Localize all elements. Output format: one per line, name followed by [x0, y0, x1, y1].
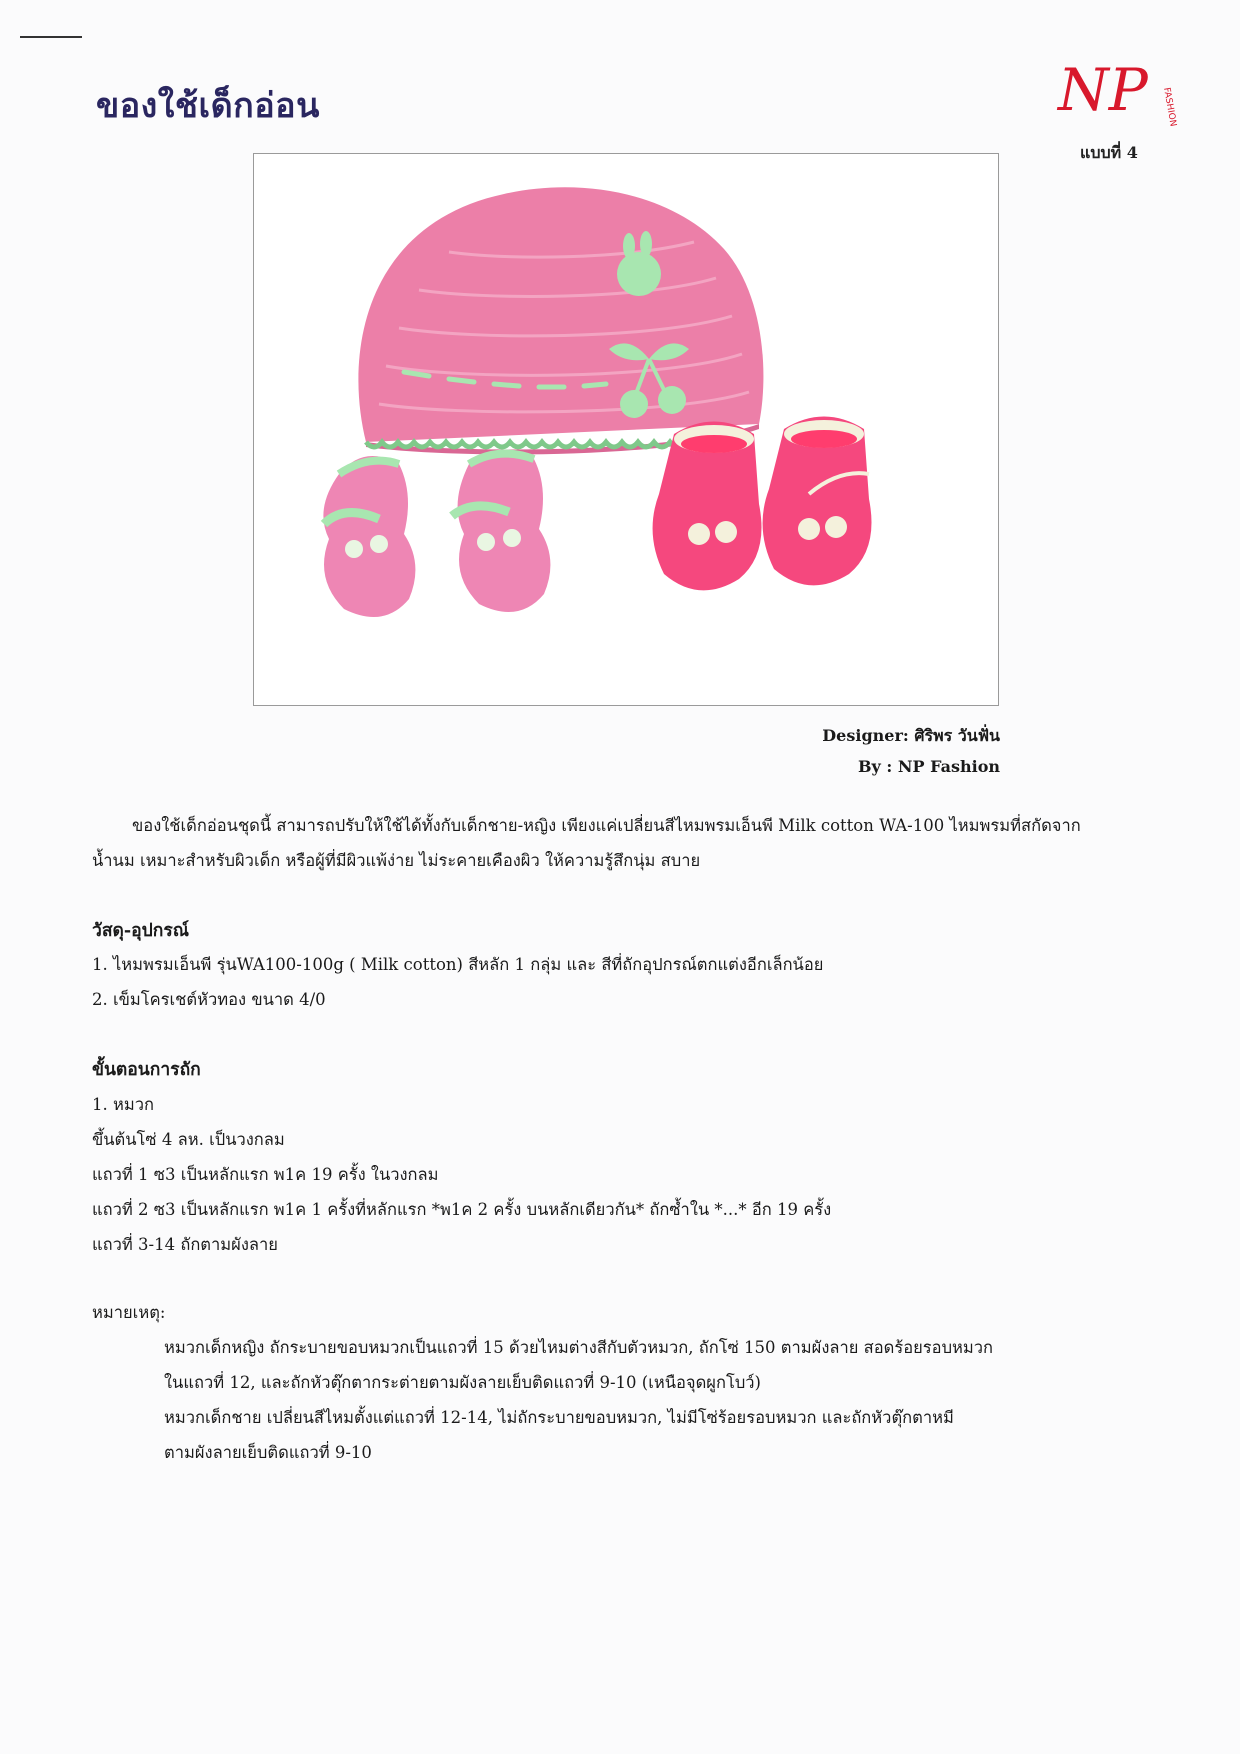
steps-line: แถวที่ 1 ซ3 เป็นหลักแรก พ1ค 19 ครั้ง ในวงกลม — [92, 1165, 439, 1184]
page-title: ของใช้เด็กอ่อน — [96, 86, 320, 126]
steps-line: ขึ้นต้นโซ่ 4 ลห. เป็นวงกลม — [92, 1130, 285, 1149]
notes-line: ตามผังลายเย็บติดแถวที่ 9-10 — [164, 1443, 372, 1462]
notes-heading: หมายเหตุ: — [92, 1303, 166, 1322]
crochet-hat-illustration — [358, 187, 763, 454]
np-fashion-logo — [1052, 48, 1182, 128]
logo-letters: NP — [1058, 56, 1148, 124]
materials-heading: วัสดุ-อุปกรณ์ — [92, 921, 189, 941]
notes-line: หมวกเด็กหญิง ถักระบายขอบหมวกเป็นแถวที่ 15 ด้วยไหมต่างสีกับตัวหมวก, ถักโซ่ 150 ตามผังลาย สอดร้อยรอบหมวก — [164, 1338, 994, 1357]
materials-item: 1. ไหมพรมเอ็นพี รุ่นWA100-100g ( Milk cotton) สีหลัก 1 กลุ่ม และ สีที่ถักอุปกรณ์ตกแต่งอีกเล็กน้อย — [92, 955, 824, 974]
steps-line: 1. หมวก — [92, 1095, 154, 1114]
publisher-credit: By : NP Fashion — [858, 757, 1000, 776]
steps-line: แถวที่ 3-14 ถักตามผังลาย — [92, 1235, 278, 1254]
steps-line: แถวที่ 2 ซ3 เป็นหลักแรก พ1ค 1 ครั้งที่หลักแรก *พ1ค 2 ครั้ง บนหลักเดียวกัน* ถักซ้ำใน *...* อีก 19 ครั้ง — [92, 1200, 832, 1219]
logo-small-text: FASHION — [1161, 86, 1178, 128]
crochet-mittens-illustration — [323, 450, 550, 617]
crochet-booties-illustration — [653, 417, 872, 591]
intro-paragraph: ของใช้เด็กอ่อนชุดนี้ สามารถปรับให้ใช้ได้ทั้งกับเด็กชาย-หญิง เพียงแค่เปลี่ยนสีไหมพรมเอ็นพี Milk cotton WA-100 ไหมพรมที่สกัดจากน้ำนม เหมาะสำหรับผิวเด็ก หรือผู้ที่มีผิวแพ้ง่าย ไม่ระคายเคืองผิว ให้ความรู้สึกนุ่ม สบาย — [92, 816, 1081, 870]
materials-item: 2. เข็มโครเชต์หัวทอง ขนาด 4/0 — [92, 990, 326, 1009]
notes-line: หมวกเด็กชาย เปลี่ยนสีไหมตั้งแต่แถวที่ 12-14, ไม่ถักระบายขอบหมวก, ไม่มีโซ่ร้อยรอบหมวก และถักหัวตุ๊กตาหมี — [164, 1408, 954, 1427]
product-photo — [253, 153, 999, 706]
notes-line: ในแถวที่ 12, และถักหัวตุ๊กตากระต่ายตามผังลายเย็บติดแถวที่ 9-10 (เหนือจุดผูกโบว์) — [164, 1373, 761, 1392]
corner-scan-mark — [20, 36, 82, 38]
pattern-number: แบบที่ 4 — [1080, 143, 1138, 162]
designer-credit: Designer: ศิริพร วันฟั่น — [822, 726, 1000, 745]
steps-heading: ขั้นตอนการถัก — [92, 1060, 201, 1080]
